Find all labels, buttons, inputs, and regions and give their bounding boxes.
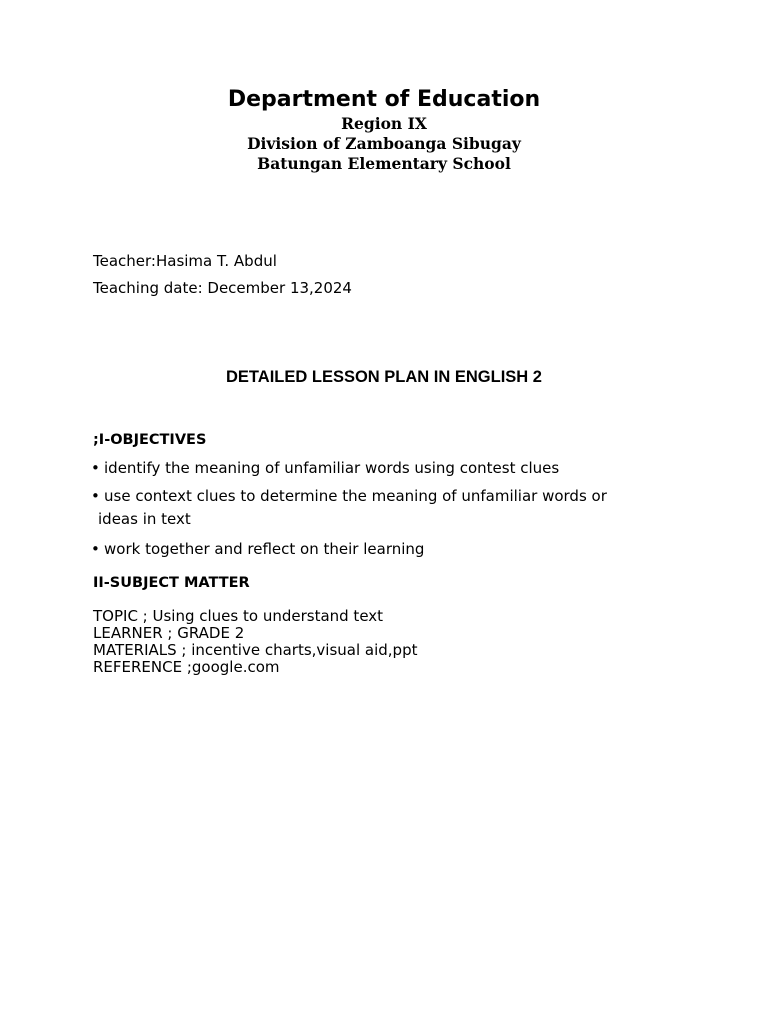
objective-text: use context clues to determine the meaning of unfamiliar words or — [104, 487, 607, 505]
materials-line: MATERIALS ; incentive charts,visual aid,ppt — [93, 641, 418, 659]
bullet-icon: • — [91, 540, 100, 558]
department-heading: Department of Education — [227, 87, 541, 112]
reference-line: REFERENCE ;google.com — [93, 658, 280, 676]
bullet-icon: • — [91, 459, 100, 477]
bullet-icon: • — [91, 487, 100, 505]
teaching-date-line: Teaching date: December 13,2024 — [93, 279, 352, 297]
subject-matter-heading: II-SUBJECT MATTER — [93, 575, 250, 591]
school-line: Batungan Elementary School — [257, 154, 511, 173]
objective-text-continued: ideas in text — [98, 510, 191, 528]
topic-line: TOPIC ; Using clues to understand text — [93, 607, 384, 625]
division-line: Division of Zamboanga Sibugay — [247, 134, 521, 153]
letterhead — [0, 86, 768, 174]
objectives-heading: ;I-OBJECTIVES — [93, 432, 207, 448]
teacher-line: Teacher:Hasima T. Abdul — [93, 252, 277, 270]
subject-matter-details — [93, 608, 417, 676]
region-line: Region IX — [341, 114, 427, 133]
objective-item — [91, 485, 651, 531]
learner-line: LEARNER ; GRADE 2 — [93, 624, 245, 642]
objective-item — [91, 457, 651, 480]
objective-item — [91, 538, 651, 561]
objective-text: work together and reflect on their learning — [104, 540, 425, 558]
lesson-plan-title: DETAILED LESSON PLAN IN ENGLISH 2 — [226, 368, 542, 386]
objective-text: identify the meaning of unfamiliar words using contest clues — [104, 459, 560, 477]
